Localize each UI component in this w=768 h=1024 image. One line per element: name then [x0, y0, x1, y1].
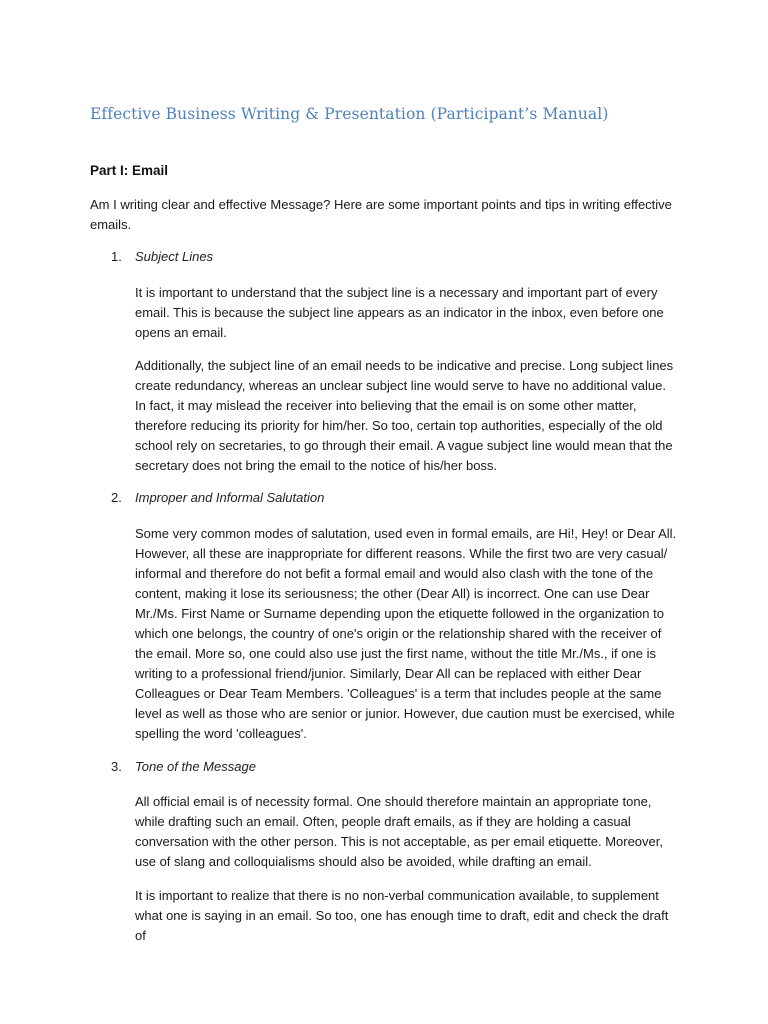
section-heading-subject-lines: [111, 248, 213, 266]
paragraph-subject-lines-2: Additionally, the subject line of an email needs to be indicative and precise. Long subject lines create redundancy, whereas an unclear subject line would serve to have no additional value. In fact, it may mislead the receiver into believing that the email is on some other matter, therefore reducing its priority for him/her. So too, certain top authorities, especially of the old school rely on secretaries, to go through their email. A vague subject line would mean that the secretary does not bring the email to the notice of his/her boss.: [135, 358, 674, 473]
section-title: Improper and Informal Salutation: [135, 490, 325, 505]
paragraph-tone-2: It is important to realize that there is no non-verbal communication available, to supplement what one is saying in an email. So too, one has enough time to draft, edit and check the draft of: [135, 888, 669, 943]
paragraph-subject-lines-1: It is important to understand that the subject line is a necessary and important part of every email. This is because the subject line appears as an indicator in the inbox, even before one opens an email.: [135, 285, 664, 340]
section-number: 3.: [111, 759, 122, 774]
section-number: 2.: [111, 490, 122, 505]
section-title: Tone of the Message: [135, 759, 256, 774]
section-heading-salutation: [111, 489, 324, 507]
document-title: Effective Business Writing & Presentation (Participant’s Manual): [90, 105, 609, 123]
section-title: Subject Lines: [135, 249, 214, 264]
intro-paragraph: Am I writing clear and effective Message? Here are some important points and tips in writing effective emails.: [90, 197, 672, 232]
section-number: 1.: [111, 249, 122, 264]
paragraph-tone-1: All official email is of necessity formal. One should therefore maintain an appropriate tone, while drafting such an email. Often, people draft emails, as if they are holding a casual conversation with the other person. This is not acceptable, as per email etiquette. Moreover, use of slang and colloquialisms should also be avoided, while drafting an email.: [135, 794, 663, 869]
paragraph-salutation-1: Some very common modes of salutation, used even in formal emails, are Hi!, Hey! or Dear All. However, all these are inappropriate for different reasons. While the first two are very casual/ informal and therefore do not befit a formal email and would also clash with the tone of the content, making it lose its seriousness; the other (Dear All) is incorrect. One can use Dear Mr./Ms. First Name or Surname depending upon the etiquette followed in the organization to which one belongs, the country of one's origin or the relationship shared with the receiver of the email. More so, one could also use just the first name, without the title Mr./Ms., if one is writing to a professional friend/junior. Similarly, Dear All can be replaced with either Dear Colleagues or Dear Team Members. 'Colleagues' is a term that includes people at the same level as well as those who are senior or junior. However, due caution must be exercised, while spelling the word 'colleagues'.: [135, 526, 677, 741]
section-heading-tone: [111, 758, 256, 776]
part-heading: Part I: Email: [90, 163, 169, 178]
